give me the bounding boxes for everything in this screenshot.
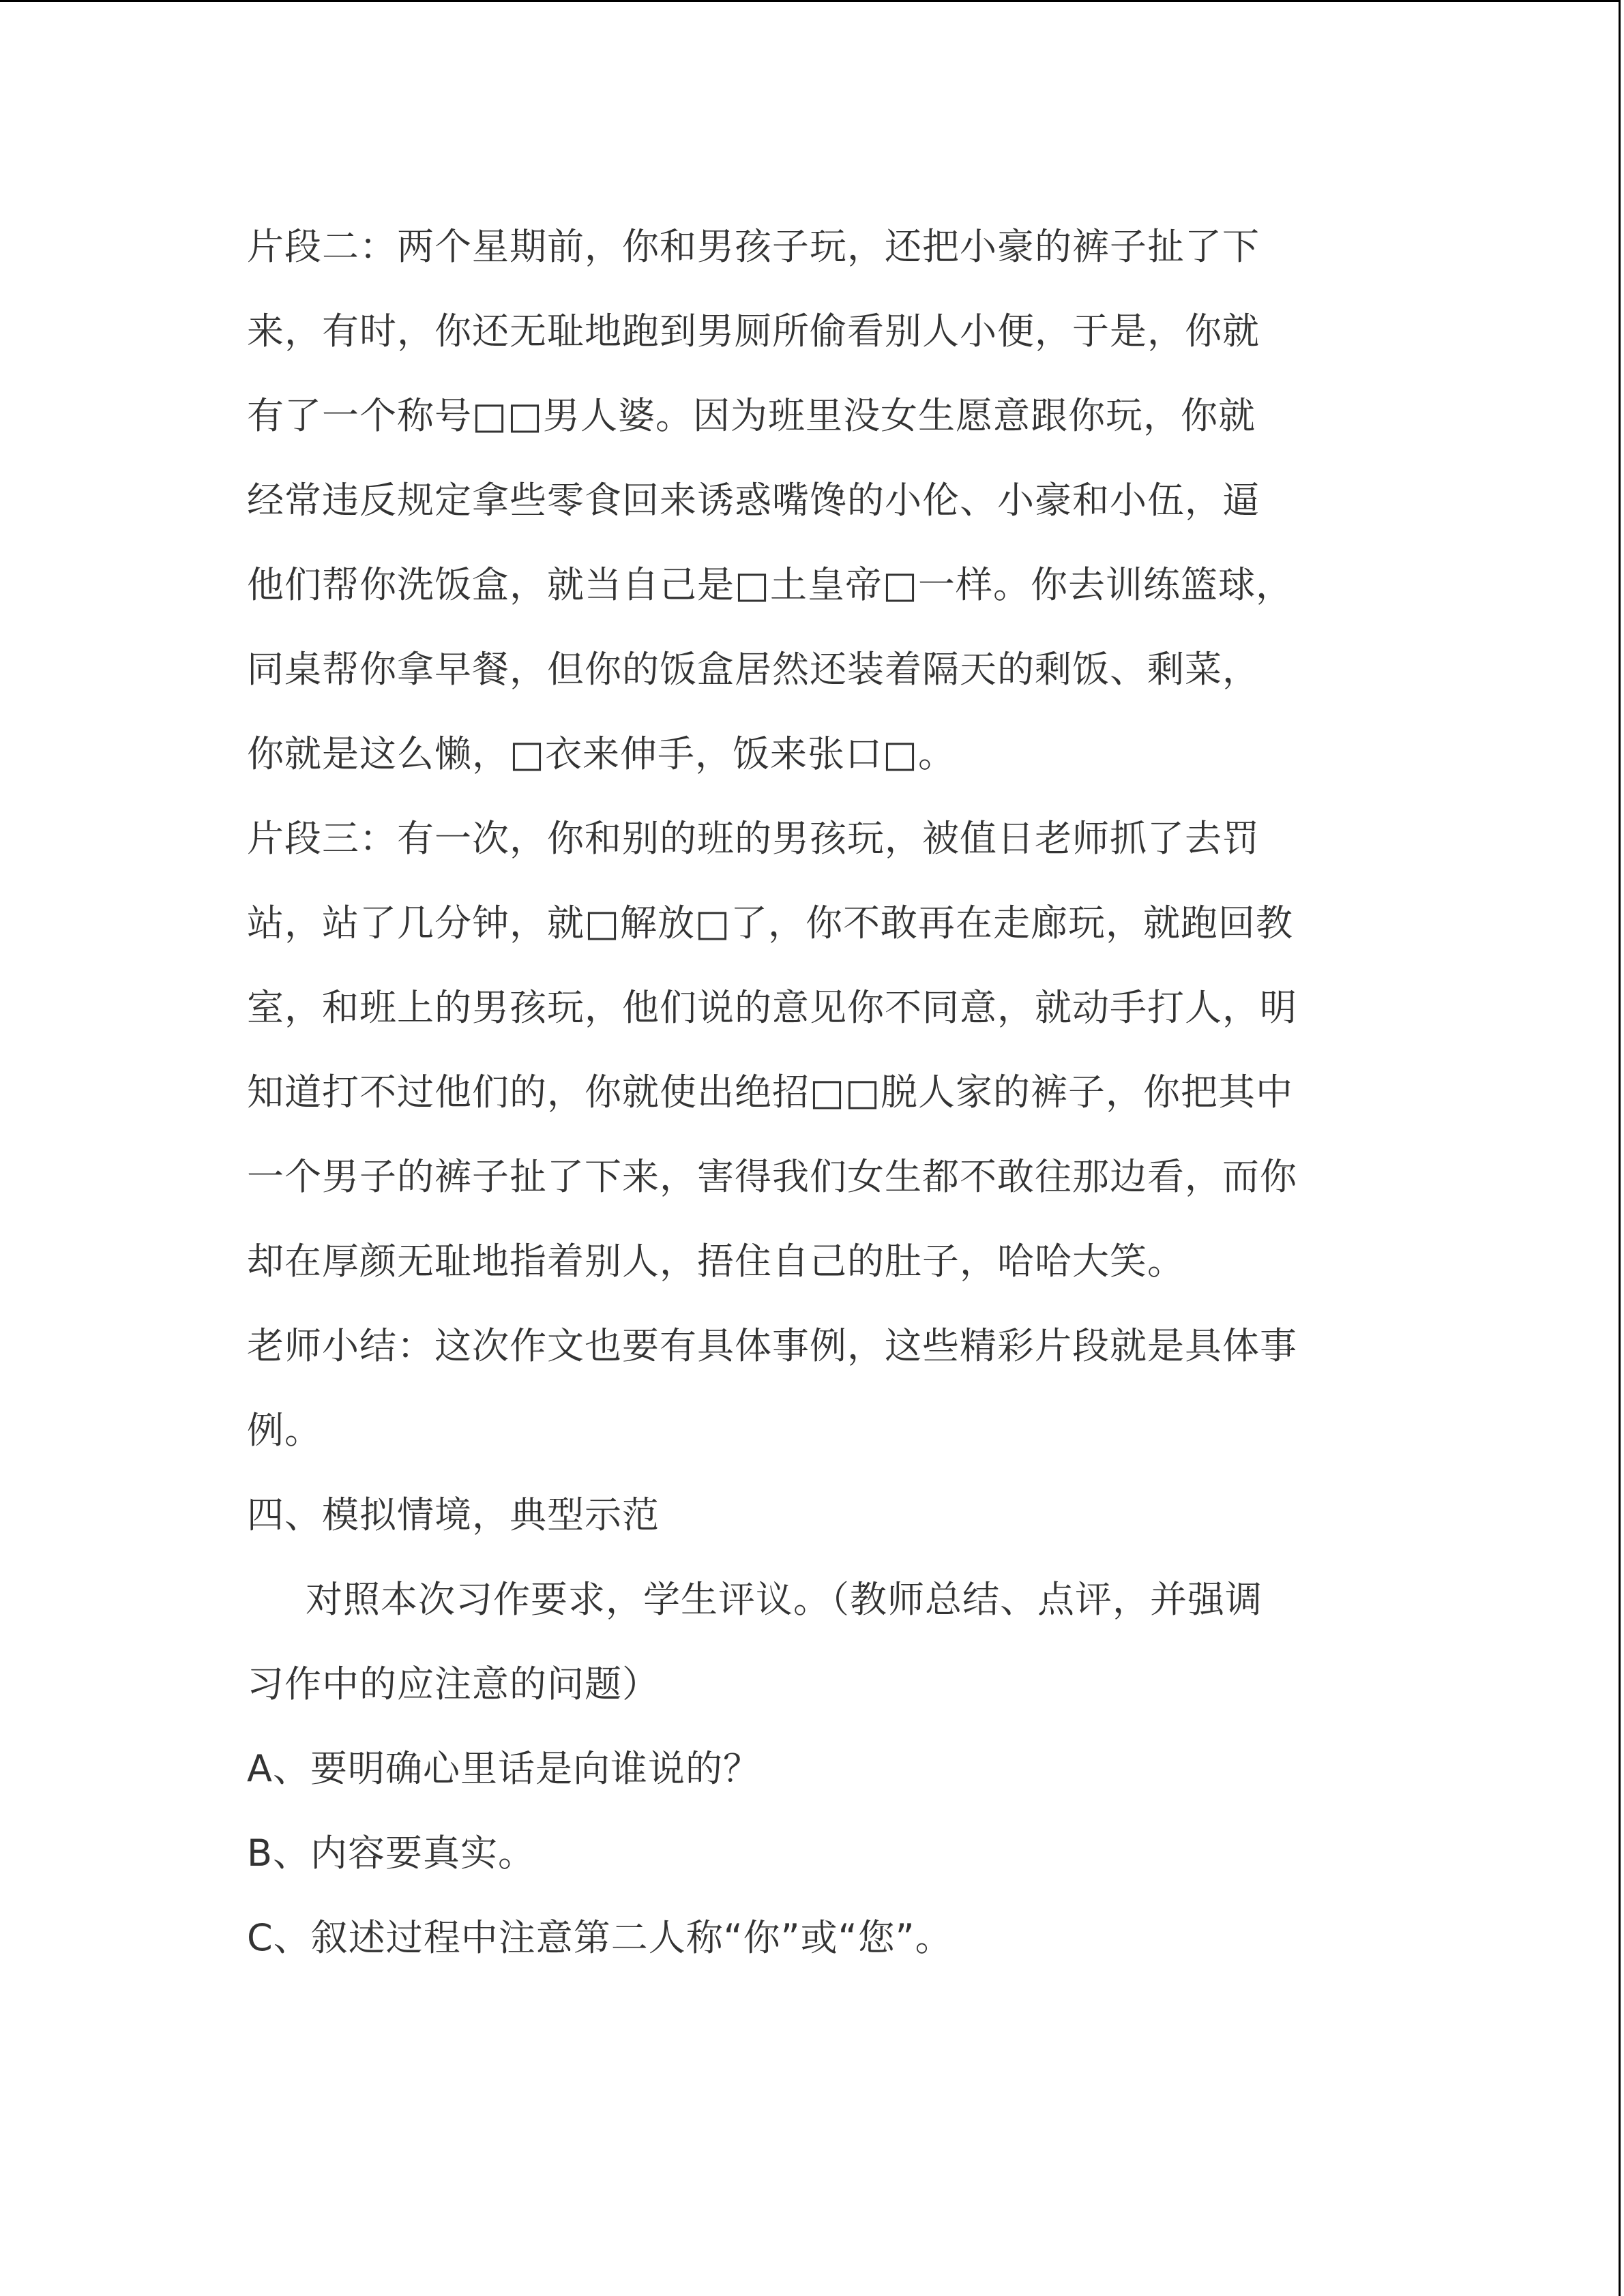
requirement-item: B、内容要真实。 <box>247 1832 536 1875</box>
text-line: 习作中的应注意的问题） <box>247 1663 660 1705</box>
text-line: 一个男子的裤子扯了下来，害得我们女生都不敢往那边看，而你 <box>247 1155 1297 1198</box>
text-line: 老师小结：这次作文也要有具体事例，这些精彩片段就是具体事 <box>247 1324 1297 1367</box>
teacher-summary-paragraph <box>247 1304 1406 1473</box>
text-line: 同桌帮你拿早餐，但你的饭盒居然还装着隔天的剩饭、剩菜， <box>247 648 1260 691</box>
text-line: 却在厚颜无耻地指着别人，捂住自己的肚子，哈哈大笑。 <box>247 1240 1185 1283</box>
section-four-body <box>247 1557 1406 1727</box>
requirement-item: C、叙述过程中注意第二人称“你”或“您”。 <box>247 1916 953 1959</box>
text-line: 经常违反规定拿些零食回来诱惑嘴馋的小伦、小豪和小伍，逼 <box>247 479 1260 522</box>
text-line: 你就是这么懒，□衣来伸手，饭来张口□。 <box>247 732 956 775</box>
text-line: 片段三：有一次，你和别的班的男孩玩，被值日老师抓了去罚 <box>247 817 1260 860</box>
text-line: 室，和班上的男孩玩，他们说的意见你不同意，就动手打人，明 <box>247 986 1297 1029</box>
document-body <box>247 205 1406 1980</box>
text-line: 他们帮你洗饭盒，就当自己是□土皇帝□一样。你去训练篮球， <box>247 563 1294 606</box>
section-four-heading: 四、模拟情境，典型示范 <box>247 1493 660 1536</box>
text-line: 站，站了几分钟，就□解放□了，你不敢再在走廊玩，就跑回教 <box>247 901 1294 944</box>
fragment-three-paragraph <box>247 796 1406 1304</box>
text-line: 有了一个称号□□男人婆。因为班里没女生愿意跟你玩，你就 <box>247 394 1256 437</box>
requirement-item: A、要明确心里话是向谁说的？ <box>247 1747 761 1790</box>
text-line: 知道打不过他们的，你就使出绝招□□脱人家的裤子，你把其中 <box>247 1071 1294 1114</box>
text-line: 例。 <box>247 1409 322 1452</box>
text-line: 片段二：两个星期前，你和男孩子玩，还把小豪的裤子扯了下 <box>247 225 1260 268</box>
requirements-list <box>247 1727 1406 1980</box>
fragment-two-paragraph <box>247 205 1406 796</box>
text-line: 对照本次习作要求，学生评议。（教师总结、点评，并强调 <box>306 1578 1263 1621</box>
text-line: 来，有时，你还无耻地跑到男厕所偷看别人小便，于是，你就 <box>247 310 1260 353</box>
